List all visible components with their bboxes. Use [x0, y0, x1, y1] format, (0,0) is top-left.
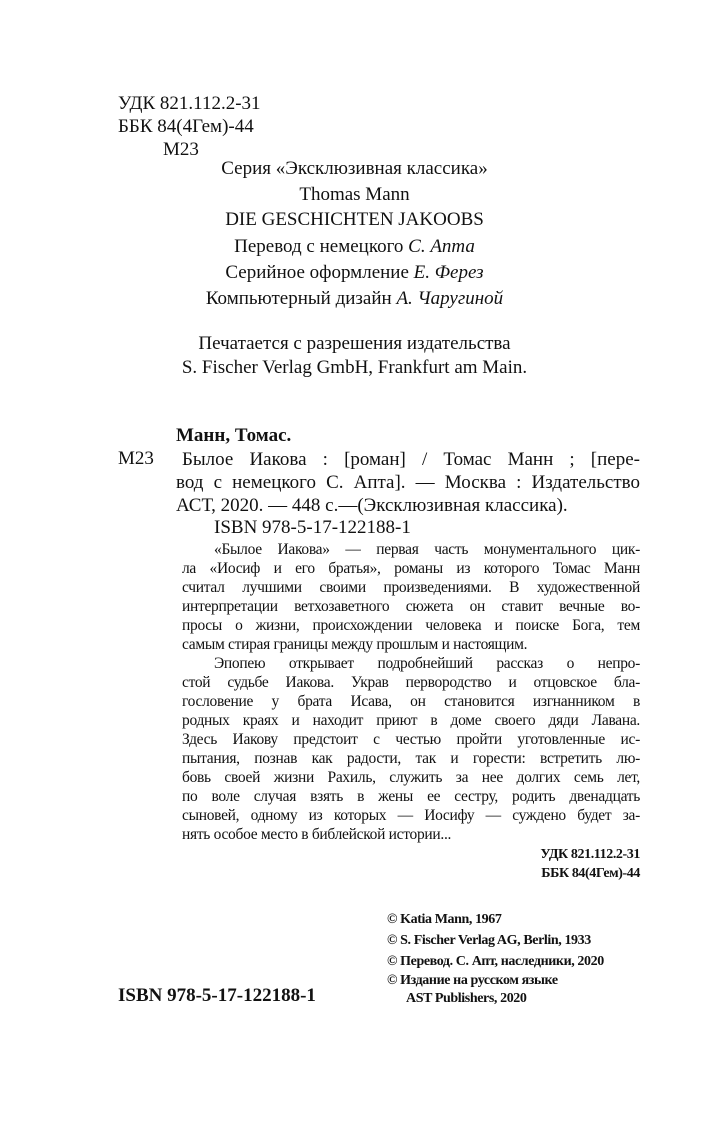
annotation-line: самым стирая границы между прошлым и настоящим. [182, 636, 528, 653]
copyright-line: © Katia Mann, 1967 [387, 912, 502, 927]
bottom-isbn: ISBN 978-5-17-122188-1 [118, 985, 316, 1006]
catalog-line-3: АСТ, 2020. — 448 с.—(Эксклюзивная классика). [176, 495, 568, 516]
annotation [182, 540, 640, 844]
catalog-author-heading: Манн, Томас. [176, 425, 292, 446]
annotation-line: Здесь Иакову предстоит с честью пройти уготовленные ис- [182, 731, 640, 748]
series-line: Серия «Эксклюзивная классика» [221, 158, 488, 179]
copyright-line: © S. Fischer Verlag AG, Berlin, 1933 [387, 933, 591, 948]
annotation-line: гословение у брата Исава, он становится изгнанником в [182, 693, 640, 710]
catalog-isbn: ISBN 978-5-17-122188-1 [214, 517, 411, 538]
annotation-line: родных краях и находит приют в доме своего дяди Лавана. [182, 712, 640, 729]
annotation-line: «Былое Иакова» — первая часть монументального цик- [214, 541, 640, 558]
design-label: Серийное оформление [225, 262, 409, 283]
catalog-sign: М23 [118, 448, 154, 469]
designer-name: Е. Ферез [413, 262, 484, 283]
computer-designer-name: А. Чаругиной [396, 288, 504, 309]
copyright-line: AST Publishers, 2020 [406, 991, 527, 1006]
copyright-line: © Издание на русском языке [387, 973, 558, 988]
annotation-line: считал лучшими своими произведениями. В художественной [182, 579, 640, 596]
computer-design-label: Компьютерный дизайн [205, 288, 392, 309]
annotation-line: пытания, познав как радости, так и горести: встретить лю- [182, 750, 640, 767]
annotation-line: нять особое место в библейской истории... [182, 826, 452, 843]
annotation-line: интерпретации ветхозаветного сюжета он ставит вечные во- [182, 598, 640, 615]
annotation-line: по воле случая взять в жены ее сестру, родить двенадцать [182, 788, 640, 805]
catalog-line-2: вод с немецкого С. Апта]. — Москва : Издательство [176, 472, 640, 493]
annotation-line: сыновей, одному из которых — Иосифу — суждено будет за- [182, 807, 640, 824]
translation-credit [0, 236, 709, 258]
annotation-line: просы о жизни, происхождении человека и поиске Бога, тем [182, 617, 640, 634]
footer-udk-code: УДК 821.112.2-31 [540, 847, 640, 862]
translation-label: Перевод с немецкого [234, 236, 404, 257]
udk-code: УДК 821.112.2-31 [118, 93, 261, 114]
computer-design-credit [0, 288, 709, 310]
permission-line-1: Печатается с разрешения издательства [198, 333, 511, 354]
author-sign: М23 [163, 139, 199, 160]
original-author: Thomas Mann [299, 184, 410, 205]
annotation-line: ла «Иосиф и его братья», романы из которого Томас Манн [182, 560, 640, 577]
catalog-line-1: Былое Иакова : [роман] / Томас Манн ; [пере- [182, 449, 640, 470]
permission-line-2: S. Fischer Verlag GmbH, Frankfurt am Main. [181, 357, 528, 378]
annotation-line: Эпопею открывает подробнейший рассказ о непро- [214, 655, 640, 672]
bbk-code: ББК 84(4Гем)-44 [118, 116, 254, 137]
copyright-line: © Перевод. С. Апт, наследники, 2020 [387, 954, 604, 969]
annotation-line: стой судьбе Иакова. Украв первородство и отцовское бла- [182, 674, 640, 691]
footer-bbk-code: ББК 84(4Гем)-44 [541, 866, 640, 881]
design-credit [0, 262, 709, 284]
translator-name: С. Апта [408, 236, 475, 257]
annotation-line: бовь своей жизни Рахиль, служить за нее долгих семь лет, [182, 769, 640, 786]
original-title: DIE GESCHICHTEN JAKOOBS [225, 209, 484, 230]
